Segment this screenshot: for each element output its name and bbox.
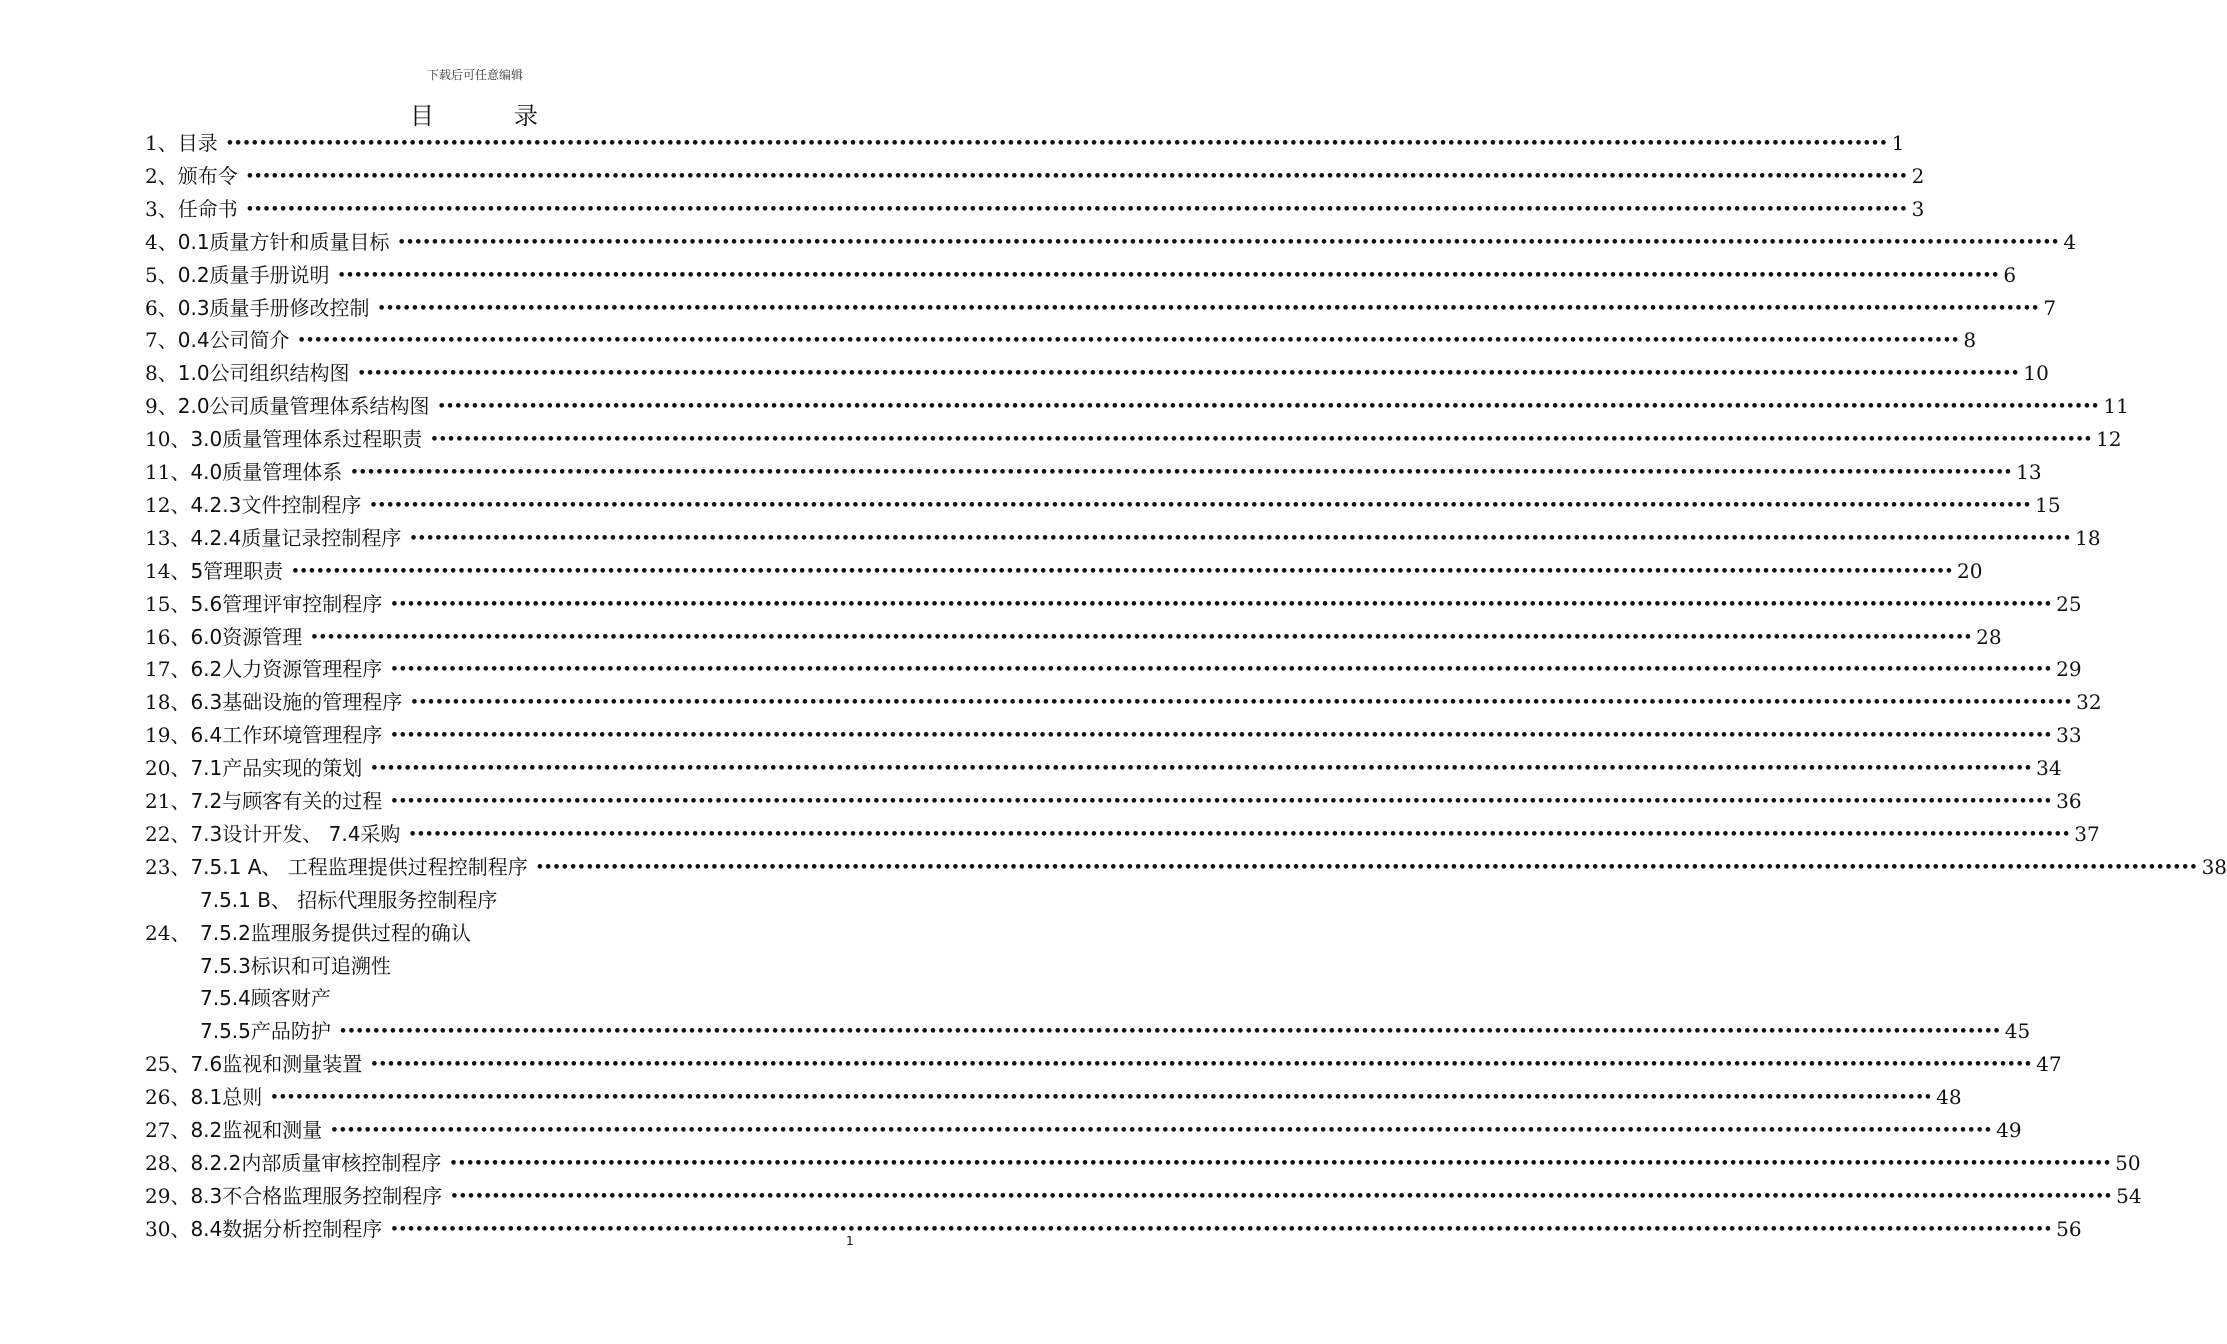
toc-entry[interactable] (145, 259, 2017, 292)
toc-dot-leader: •••••••••••••••••••••••••••••••••••••••••••••••••••••••••••••••••••••••••••••••••••••••••••••••••••••••••••••••••••••••••••••••••••••••••••••••••••••••••••••••••••••••••••••••••••••••••••••••••••••••• (450, 1188, 2113, 1204)
toc-entry[interactable] (145, 588, 2082, 621)
toc-entry-title: 5.6管理评审控制程序 (190, 591, 383, 616)
toc-entry-number: 25、 (145, 1052, 191, 1077)
toc-entry-number: 14、 (145, 558, 191, 583)
toc-entry-page: 36 (2056, 789, 2082, 813)
toc-entry-page: 18 (2075, 525, 2101, 550)
toc-entry-title: 8.1总则 (190, 1085, 263, 1110)
toc-entry[interactable] (145, 127, 1905, 160)
toc-entry-number: 5、 (145, 262, 178, 287)
toc-entry[interactable] (145, 226, 2077, 259)
toc-entry[interactable] (145, 1213, 2082, 1246)
toc-entry-title: 7.3设计开发、 7.4采购 (190, 821, 401, 846)
toc-title-char-2: 录 (514, 102, 540, 130)
toc-entry-title: 7.5.2监理服务提供过程的确认 (200, 920, 471, 945)
toc-entry-number: 20、 (145, 756, 191, 781)
toc-entry-number: 10、 (145, 427, 191, 452)
toc-entry[interactable] (145, 555, 1983, 588)
toc-dot-leader: •••••••••••••••••••••••••••••••••••••••••••••••••••••••••••••••••••••••••••••••••••••••••••••••••••••••••••••••••••••••••••••••••••••••••••••••••••••••••••••••••••••••••••••••••••••••••••••••••••••••• (337, 267, 2000, 283)
toc-entry[interactable] (145, 423, 2122, 456)
toc-entry-title: 0.1质量方针和质量目标 (177, 229, 390, 254)
toc-entry-page: 45 (2004, 1019, 2031, 1044)
toc-entry-number: 28、 (145, 1150, 191, 1175)
toc-entry-title: 1.0公司组织结构图 (177, 361, 350, 386)
toc-entry-number: 11、 (145, 460, 191, 484)
toc-entry-title: 8.2.2内部质量审核控制程序 (190, 1150, 442, 1175)
toc-entry-page: 11 (2103, 394, 2129, 419)
toc-entry[interactable] (145, 160, 1925, 193)
toc-entry-page: 56 (2056, 1216, 2082, 1241)
toc-entry-page: 15 (2035, 492, 2061, 517)
toc-entry-page: 32 (2076, 690, 2102, 715)
toc-entry-number: 13、 (145, 525, 191, 550)
toc-entry[interactable] (145, 1114, 2022, 1147)
toc-title (0, 96, 950, 131)
toc-entry[interactable] (145, 390, 2129, 423)
toc-entry-number: 23、 (145, 854, 191, 879)
toc-dot-leader: •••••••••••••••••••••••••••••••••••••••••••••••••••••••••••••••••••••••••••••••••••••••••••••••••••••••••••••••••••••••••••••••••••••••••••••••••••••••••••••••••••••••••••••••••••••••••••••••••••••••• (390, 728, 2053, 744)
toc-entry[interactable] (145, 456, 2042, 489)
toc-entry-page: 20 (1957, 558, 1983, 583)
toc-entry-title: 颁布令 (177, 163, 238, 188)
toc-dot-leader: •••••••••••••••••••••••••••••••••••••••••••••••••••••••••••••••••••••••••••••••••••••••••••••••••••••••••••••••••••••••••••••••••••••••••••••••••••••••••••••••••••••••••••••••••••••••••••••••••••••••• (408, 826, 2071, 842)
toc-entry[interactable] (145, 489, 2061, 522)
toc-entry[interactable] (145, 193, 1925, 226)
toc-entry-title: 7.5.1 B、 招标代理服务控制程序 (200, 887, 498, 912)
toc-entry-page: 38 (2201, 854, 2227, 879)
toc-entry-page: 1 (1891, 131, 1905, 155)
toc-entry[interactable] (145, 653, 2082, 686)
toc-entry-number: 29、 (145, 1183, 191, 1208)
toc-entry-number: 24、 (145, 920, 191, 945)
toc-entry[interactable] (145, 752, 2062, 785)
toc-entry-page: 13 (2016, 460, 2042, 484)
toc-entry-number: 12、 (145, 492, 191, 517)
toc-dot-leader: •••••••••••••••••••••••••••••••••••••••••••••••••••••••••••••••••••••••••••••••••••••••••••••••••••••••••••••••••••••••••••••••••••••••••••••••••••••••••••••••••••••••••••••••••••••••••••••••••••••••• (535, 859, 2198, 875)
toc-entry-page: 50 (2115, 1150, 2141, 1175)
toc-dot-leader: •••••••••••••••••••••••••••••••••••••••••••••••••••••••••••••••••••••••••••••••••••••••••••••••••••••••••••••••••••••••••••••••••••••••••••••••••••••••••••••••••••••••••••••••••••••••••••••••••••••••• (245, 168, 1908, 184)
toc-entry-page: 3 (1911, 196, 1925, 221)
toc-entry[interactable] (145, 522, 2101, 555)
toc-entry-page: 33 (2056, 723, 2082, 748)
toc-entry-page: 8 (1963, 328, 1977, 353)
toc-entry-title: 6.4工作环境管理程序 (190, 723, 383, 748)
toc-entry-number: 8、 (145, 361, 178, 386)
toc-entry-number: 17、 (145, 657, 191, 682)
toc-dot-leader: •••••••••••••••••••••••••••••••••••••••••••••••••••••••••••••••••••••••••••••••••••••••••••••••••••••••••••••••••••••••••••••••••••••••••••••••••••••••••••••••••••••••••••••••••••••••••••••••••••••••• (350, 465, 2013, 480)
toc-entry-number: 7、 (145, 328, 178, 353)
toc-entry-title: 6.2人力资源管理程序 (190, 657, 383, 682)
toc-entry-title: 4.0质量管理体系 (190, 460, 343, 484)
toc-entry-page: 37 (2074, 821, 2100, 846)
toc-entry[interactable] (145, 357, 2049, 390)
toc-entry-number: 19、 (145, 723, 191, 748)
toc-entry[interactable] (145, 621, 2002, 654)
toc-entry-title: 4.2.3文件控制程序 (190, 492, 362, 517)
toc-entry-page: 29 (2056, 657, 2082, 682)
toc-entry-title: 2.0公司质量管理体系结构图 (177, 394, 430, 419)
toc-entry[interactable] (145, 719, 2082, 752)
toc-entry[interactable] (200, 982, 331, 1015)
toc-entry-number: 21、 (145, 789, 191, 813)
toc-entry-page: 54 (2116, 1183, 2142, 1208)
toc-entry-title: 8.2监视和测量 (190, 1118, 323, 1142)
toc-entry-page: 10 (2023, 361, 2049, 386)
toc-entry-number: 1、 (145, 131, 178, 155)
toc-entry-page: 4 (2063, 229, 2077, 254)
toc-entry[interactable] (200, 884, 497, 917)
toc-entry-number: 30、 (145, 1216, 191, 1241)
toc-entry-page: 25 (2056, 591, 2082, 616)
toc-entry-title: 任命书 (177, 196, 238, 221)
toc-dot-leader: •••••••••••••••••••••••••••••••••••••••••••••••••••••••••••••••••••••••••••••••••••••••••••••••••••••••••••••••••••••••••••••••••••••••••••••••••••••••••••••••••••••••••••••••••••••••••••••••••••••••• (390, 662, 2053, 678)
toc-entry[interactable] (145, 1147, 2141, 1180)
toc-title-char-1: 目 (410, 102, 436, 130)
toc-entry-title: 目录 (177, 131, 218, 155)
toc-entry-number: 4、 (145, 229, 178, 254)
toc-entry-title: 0.4公司简介 (177, 328, 290, 353)
toc-entry-title: 8.4数据分析控制程序 (190, 1216, 383, 1241)
toc-entry-page: 34 (2036, 756, 2062, 781)
toc-entry-title: 6.0资源管理 (190, 624, 303, 649)
toc-dot-leader: •••••••••••••••••••••••••••••••••••••••••••••••••••••••••••••••••••••••••••••••••••••••••••••••••••••••••••••••••••••••••••••••••••••••••••••••••••••••••••••••••••••••••••••••••••••••••••••••••••••••• (245, 201, 1908, 217)
toc-entry-title: 7.5.4顾客财产 (200, 986, 331, 1011)
toc-dot-leader: •••••••••••••••••••••••••••••••••••••••••••••••••••••••••••••••••••••••••••••••••••••••••••••••••••••••••••••••••••••••••••••••••••••••••••••••••••••••••••••••••••••••••••••••••••••••••••••••••••••••• (225, 136, 1888, 151)
toc-entry-number: 9、 (145, 394, 178, 419)
toc-dot-leader: •••••••••••••••••••••••••••••••••••••••••••••••••••••••••••••••••••••••••••••••••••••••••••••••••••••••••••••••••••••••••••••••••••••••••••••••••••••••••••••••••••••••••••••••••••••••••••••••••••••••• (270, 1090, 1933, 1106)
toc-entry-page: 6 (2003, 262, 2017, 287)
toc-entry-title: 7.5.5产品防护 (200, 1019, 331, 1044)
toc-dot-leader: •••••••••••••••••••••••••••••••••••••••••••••••••••••••••••••••••••••••••••••••••••••••••••••••••••••••••••••••••••••••••••••••••••••••••••••••••••••••••••••••••••••••••••••••••••••••••••••••••••••••• (397, 234, 2060, 250)
toc-entry-number: 16、 (145, 624, 191, 649)
toc-dot-leader: •••••••••••••••••••••••••••••••••••••••••••••••••••••••••••••••••••••••••••••••••••••••••••••••••••••••••••••••••••••••••••••••••••••••••••••••••••••••••••••••••••••••••••••••••••••••••••••••••••••••• (338, 1024, 2001, 1040)
toc-dot-leader: •••••••••••••••••••••••••••••••••••••••••••••••••••••••••••••••••••••••••••••••••••••••••••••••••••••••••••••••••••••••••••••••••••••••••••••••••••••••••••••••••••••••••••••••••••••••••••••••••••••••• (370, 761, 2033, 777)
toc-entry-title: 7.1产品实现的策划 (190, 756, 363, 781)
toc-entry[interactable] (200, 950, 391, 983)
toc-dot-leader: •••••••••••••••••••••••••••••••••••••••••••••••••••••••••••••••••••••••••••••••••••••••••••••••••••••••••••••••••••••••••••••••••••••••••••••••••••••••••••••••••••••••••••••••••••••••••••••••••••••••• (357, 366, 2020, 382)
toc-entry-number: 26、 (145, 1085, 191, 1110)
toc-dot-leader: •••••••••••••••••••••••••••••••••••••••••••••••••••••••••••••••••••••••••••••••••••••••••••••••••••••••••••••••••••••••••••••••••••••••••••••••••••••••••••••••••••••••••••••••••••••••••••••••••••••••• (297, 333, 1960, 349)
toc-entry-page: 47 (2036, 1052, 2062, 1077)
toc-entry-title: 8.3不合格监理服务控制程序 (190, 1183, 443, 1208)
toc-entry[interactable] (145, 1180, 2142, 1213)
toc-entry-title: 7.5.1 A、 工程监理提供过程控制程序 (190, 854, 528, 879)
toc-entry-number: 6、 (145, 295, 178, 320)
toc-entry-number: 2、 (145, 163, 178, 188)
toc-dot-leader: •••••••••••••••••••••••••••••••••••••••••••••••••••••••••••••••••••••••••••••••••••••••••••••••••••••••••••••••••••••••••••••••••••••••••••••••••••••••••••••••••••••••••••••••••••••••••••••••••••••••• (310, 629, 1973, 645)
toc-entry-page: 48 (1936, 1085, 1962, 1110)
toc-entry-number: 15、 (145, 591, 191, 616)
toc-entry[interactable] (145, 1048, 2062, 1081)
toc-dot-leader: •••••••••••••••••••••••••••••••••••••••••••••••••••••••••••••••••••••••••••••••••••••••••••••••••••••••••••••••••••••••••••••••••••••••••••••••••••••••••••••••••••••••••••••••••••••••••••••••••••••••• (291, 563, 1954, 579)
toc-entry-title: 4.2.4质量记录控制程序 (190, 525, 402, 550)
toc-entry[interactable] (145, 785, 2082, 818)
toc-entry-title: 7.5.3标识和可追溯性 (200, 953, 391, 978)
toc-entry-page: 12 (2096, 427, 2122, 452)
toc-dot-leader: •••••••••••••••••••••••••••••••••••••••••••••••••••••••••••••••••••••••••••••••••••••••••••••••••••••••••••••••••••••••••••••••••••••••••••••••••••••••••••••••••••••••••••••••••••••••••••••••••••••••• (370, 1057, 2033, 1073)
toc-dot-leader: •••••••••••••••••••••••••••••••••••••••••••••••••••••••••••••••••••••••••••••••••••••••••••••••••••••••••••••••••••••••••••••••••••••••••••••••••••••••••••••••••••••••••••••••••••••••••••••••••••••••• (369, 497, 2032, 513)
toc-entry[interactable] (145, 917, 471, 950)
toc-entry-number: 18、 (145, 690, 191, 715)
toc-dot-leader: •••••••••••••••••••••••••••••••••••••••••••••••••••••••••••••••••••••••••••••••••••••••••••••••••••••••••••••••••••••••••••••••••••••••••••••••••••••••••••••••••••••••••••••••••••••••••••••••••••••••• (449, 1155, 2112, 1171)
toc-entry-title: 5管理职责 (190, 558, 284, 583)
toc-dot-leader: •••••••••••••••••••••••••••••••••••••••••••••••••••••••••••••••••••••••••••••••••••••••••••••••••••••••••••••••••••••••••••••••••••••••••••••••••••••••••••••••••••••••••••••••••••••••••••••••••••••••• (437, 399, 2100, 415)
toc-entry-number: 22、 (145, 821, 191, 846)
toc-entry-title: 3.0质量管理体系过程职责 (190, 427, 423, 452)
toc-dot-leader: •••••••••••••••••••••••••••••••••••••••••••••••••••••••••••••••••••••••••••••••••••••••••••••••••••••••••••••••••••••••••••••••••••••••••••••••••••••••••••••••••••••••••••••••••••••••••••••••••••••••• (390, 596, 2053, 612)
toc-entry-title: 7.2与顾客有关的过程 (190, 789, 383, 813)
toc-entry-title: 0.3质量手册修改控制 (177, 295, 370, 320)
page-number: 1 (846, 1234, 854, 1248)
toc-entry[interactable] (145, 851, 2227, 884)
toc-entry[interactable] (145, 1081, 1962, 1114)
toc-dot-leader: •••••••••••••••••••••••••••••••••••••••••••••••••••••••••••••••••••••••••••••••••••••••••••••••••••••••••••••••••••••••••••••••••••••••••••••••••••••••••••••••••••••••••••••••••••••••••••••••••••••••• (377, 300, 2040, 316)
toc-dot-leader: •••••••••••••••••••••••••••••••••••••••••••••••••••••••••••••••••••••••••••••••••••••••••••••••••••••••••••••••••••••••••••••••••••••••••••••••••••••••••••••••••••••••••••••••••••••••••••••••••••••••• (410, 695, 2073, 711)
toc-entry[interactable] (145, 292, 2057, 325)
toc-entry-title: 0.2质量手册说明 (177, 262, 330, 287)
toc-dot-leader: •••••••••••••••••••••••••••••••••••••••••••••••••••••••••••••••••••••••••••••••••••••••••••••••••••••••••••••••••••••••••••••••••••••••••••••••••••••••••••••••••••••••••••••••••••••••••••••••••••••••• (390, 794, 2053, 809)
toc-entry[interactable] (200, 1015, 2031, 1048)
toc-entry-number: 27、 (145, 1118, 191, 1142)
toc-entry-page: 28 (1976, 624, 2002, 649)
page-header: 下载后可任意编辑 (426, 68, 523, 82)
toc-entry-page: 49 (1996, 1118, 2022, 1142)
toc-entry-title: 6.3基础设施的管理程序 (190, 690, 403, 715)
toc-dot-leader: •••••••••••••••••••••••••••••••••••••••••••••••••••••••••••••••••••••••••••••••••••••••••••••••••••••••••••••••••••••••••••••••••••••••••••••••••••••••••••••••••••••••••••••••••••••••••••••••••••••••• (330, 1123, 1993, 1138)
toc-dot-leader: •••••••••••••••••••••••••••••••••••••••••••••••••••••••••••••••••••••••••••••••••••••••••••••••••••••••••••••••••••••••••••••••••••••••••••••••••••••••••••••••••••••••••••••••••••••••••••••••••••••••• (390, 1221, 2053, 1237)
toc-entry[interactable] (145, 686, 2102, 719)
toc-entry-number: 3、 (145, 196, 178, 221)
toc-entry-page: 2 (1911, 163, 1925, 188)
toc-entry[interactable] (145, 818, 2100, 851)
toc-entry-title: 7.6监视和测量装置 (190, 1052, 363, 1077)
toc-entry[interactable] (145, 324, 1977, 357)
toc-dot-leader: •••••••••••••••••••••••••••••••••••••••••••••••••••••••••••••••••••••••••••••••••••••••••••••••••••••••••••••••••••••••••••••••••••••••••••••••••••••••••••••••••••••••••••••••••••••••••••••••••••••••• (409, 530, 2072, 546)
toc-entry-page: 7 (2043, 295, 2057, 320)
toc-dot-leader: •••••••••••••••••••••••••••••••••••••••••••••••••••••••••••••••••••••••••••••••••••••••••••••••••••••••••••••••••••••••••••••••••••••••••••••••••••••••••••••••••••••••••••••••••••••••••••••••••••••••• (430, 432, 2093, 448)
